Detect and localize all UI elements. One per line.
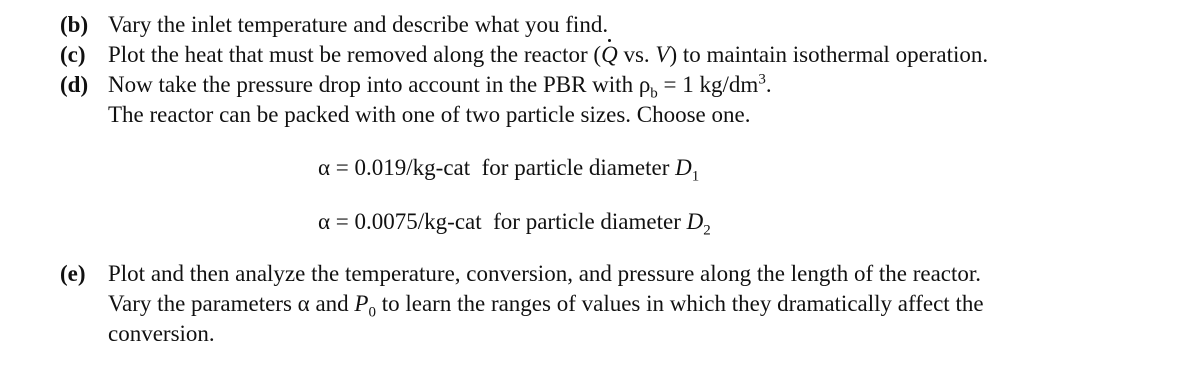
item-d-part2: = 1 kg/dm (657, 72, 759, 97)
item-e-part1: Vary the parameters α and (108, 291, 355, 316)
item-d-part1: Now take the pressure drop into account in the PBR with ρ (108, 72, 651, 97)
item-c-part1: Plot the heat that must be removed along the reactor ( (108, 42, 602, 67)
rho-subscript: b (650, 85, 658, 102)
equation-2-sub: 2 (703, 222, 711, 239)
item-c-part2: vs. (617, 42, 656, 67)
equation-1-lhs: α = 0.019/kg-cat (318, 155, 471, 180)
equation-2-var: D (686, 209, 704, 234)
item-marker-b: (b) (60, 12, 89, 37)
v-symbol: V (655, 42, 670, 67)
item-marker-e: (e) (60, 261, 86, 286)
item-e-text-line1: Plot and then analyze the temperature, conversion, and pressure along the length of the reactor. (108, 261, 982, 286)
p-symbol: P (354, 291, 369, 316)
item-marker-c: (c) (60, 42, 86, 67)
item-d-text (108, 71, 772, 102)
equation-2-text: for particle diameter (493, 209, 687, 234)
item-d-text-line2: The reactor can be packed with one of two particle sizes. Choose one. (108, 102, 751, 127)
equation-2 (318, 209, 711, 239)
equation-1-var: D (675, 155, 692, 180)
item-c-part3: ) to maintain isothermal operation. (669, 42, 989, 67)
item-c-text (108, 42, 988, 68)
q-dot-symbol: Q (601, 42, 618, 67)
item-marker-d: (d) (60, 72, 89, 97)
equation-1-text: for particle diameter (481, 155, 676, 180)
item-e-part2: to learn the ranges of values in which they dramatically affect the (375, 291, 984, 316)
cube-superscript: 3 (758, 71, 766, 88)
p-subscript: 0 (368, 304, 376, 321)
item-e-text-line3: conversion. (108, 321, 215, 346)
item-b-text: Vary the inlet temperature and describe what you find. (108, 12, 609, 37)
item-d-part3: . (765, 72, 772, 97)
equation-1 (318, 155, 700, 185)
equation-1-sub: 1 (691, 168, 700, 185)
equation-2-lhs: α = 0.0075/kg-cat (318, 209, 482, 234)
item-e-text-line2 (108, 291, 984, 321)
